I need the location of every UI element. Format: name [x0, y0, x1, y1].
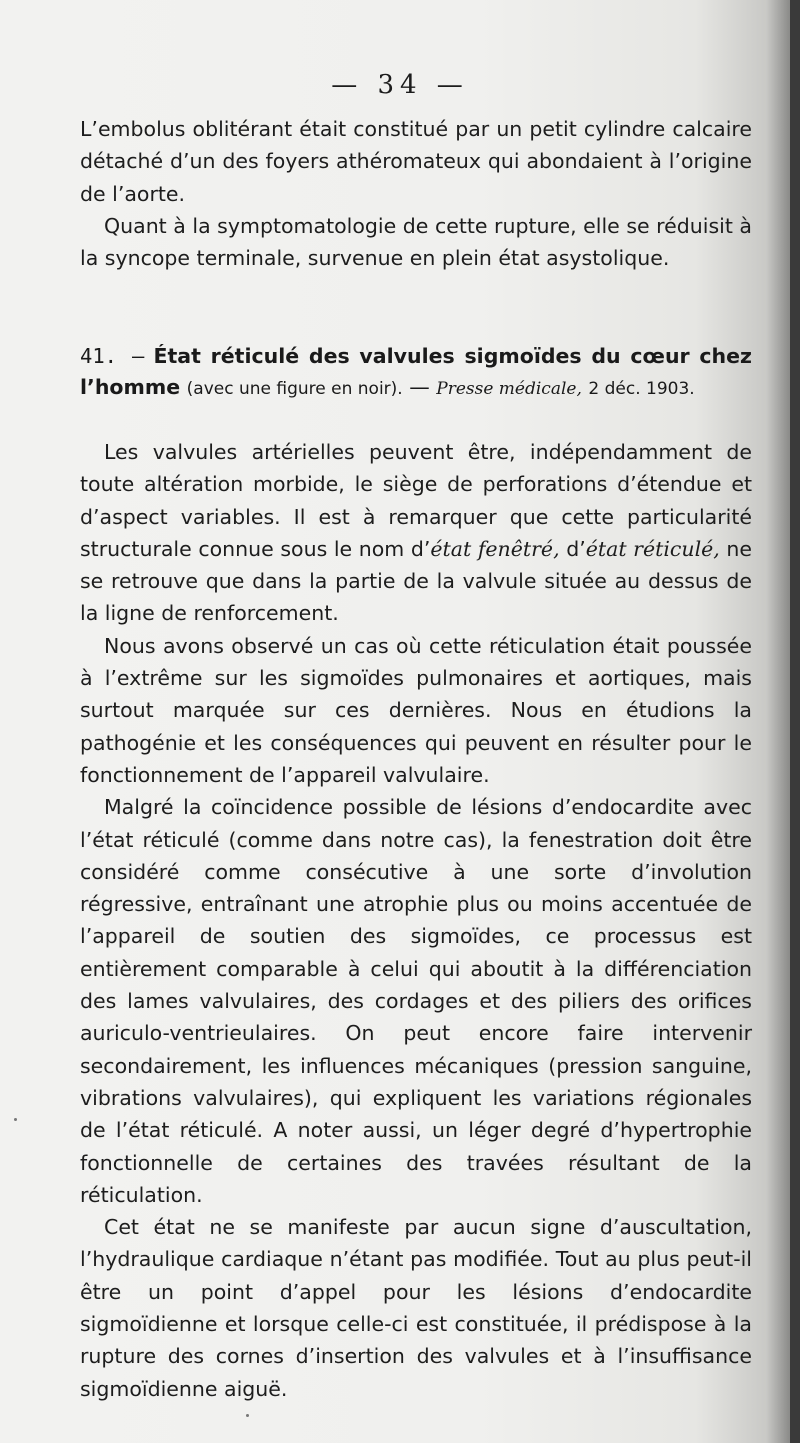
section-title: État réticulé des valvules sigmoïdes du cœur chez l’homme: [80, 344, 752, 399]
publication-date: 2 déc. 1903.: [588, 379, 695, 399]
body-paragraph-1: [80, 436, 752, 630]
intro-paragraph-2: Quant à la symptomatologie de cette rupture, elle se réduisit à la syncope terminale, survenue en plein état asystolique.: [80, 213, 752, 271]
body-paragraph-4: Cet état ne se manifeste par aucun signe d’auscultation, l’hydraulique cardiaque n’étant pas modifiée. Tout au plus peut-il être un point d’appel pour les lésions d’endocardite sigmoïdienne et lorsque celle-ci est constituée, il prédispose à la rupture des cornes d’insertion des valvules et à l’insuffisance sigmoïdienne aiguë.: [80, 1215, 752, 1401]
p1-start: Les valvules artérielles peuvent être, indépendamment de toute altération morbide, le siège de perforations d’étendue et d’aspect variables. Il est à remarquer que cette particularité structurale connue sous le nom d’: [80, 440, 752, 561]
heading-dash: —: [409, 375, 430, 399]
body-text: [80, 436, 752, 1405]
page-number: — 34 —: [331, 70, 469, 100]
p1-end: ne se retrouve que dans la partie de la valvule située au dessus de la ligne de renforcement.: [80, 536, 753, 626]
paper-speck: [246, 1414, 249, 1417]
p1-mid: d’: [559, 536, 586, 561]
publication-source: Presse médicale,: [436, 379, 582, 399]
intro-paragraph-1: L’embolus oblitérant était constitué par un petit cylindre calcaire détaché d’un des foyers athéromateux qui abondaient à l’origine de l’aorte.: [80, 117, 752, 206]
section-heading: [80, 341, 752, 405]
body-paragraph-2: Nous avons observé un cas où cette réticulation était poussée à l’extrême sur les sigmoïdes pulmonaires et aortiques, mais surtout marquée sur ces dernières. Nous en étudions la pathogénie et les conséquences qui peuvent en résulter pour le fonctionnement de l’appareil valvulaire.: [80, 633, 752, 787]
body-paragraph-3: Malgré la coïncidence possible de lésions d’endocardite avec l’état réticulé (comme dans notre cas), la fenestration doit être considéré comme consécutive à une sorte d’involution régressive, entraînant une atrophie plus ou moins accentuée de l’appareil de soutien des sigmoïdes, ce processus est entièrement comparable à celui qui aboutit à la différenciation des lames valvulaires, des cordages et des piliers des orifices auriculo-ventrieulaires. On peut encore faire intervenir secondairement, les influences mécaniques (pression sanguine, vibrations valvulaires), qui expliquent les variations régionales de l’état réticulé. A noter aussi, un léger degré d’hypertrophie fonctionnelle de certaines des travées résultant de la réticulation.: [80, 795, 752, 1207]
term-etat-reticule: état réticulé,: [585, 536, 720, 561]
intro-text: [80, 113, 752, 274]
paper-speck: [14, 1118, 17, 1121]
term-etat-fenetre: état fenêtré,: [430, 536, 560, 561]
figure-note: (avec une figure en noir).: [186, 379, 403, 399]
section-number: 41. —: [80, 344, 145, 368]
